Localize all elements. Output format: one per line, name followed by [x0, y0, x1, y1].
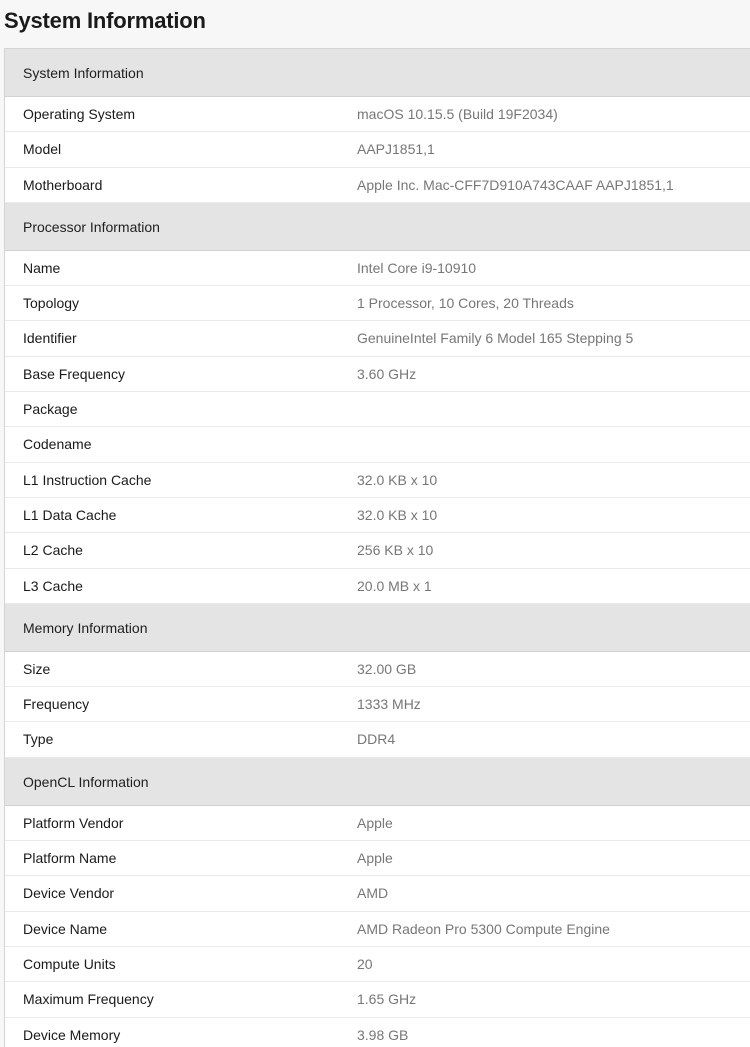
section-processor-information: [5, 203, 750, 604]
section-memory-information: [5, 604, 750, 758]
row-value: AAPJ1851,1: [357, 141, 435, 158]
row-platform-name: [5, 841, 750, 876]
row-label: Frequency: [23, 696, 90, 713]
page-title: System Information: [4, 8, 206, 33]
row-value: Apple: [357, 850, 393, 867]
row-label: Codename: [23, 436, 92, 453]
section-header: System Information: [5, 49, 750, 97]
row-compute-units: [5, 947, 750, 982]
row-value: AMD Radeon Pro 5300 Compute Engine: [357, 920, 610, 937]
section-header: Processor Information: [5, 203, 750, 251]
row-identifier: [5, 321, 750, 356]
row-label: Platform Name: [23, 850, 117, 867]
row-value: 256 KB x 10: [357, 542, 434, 559]
row-device-vendor: [5, 876, 750, 911]
row-frequency: [5, 687, 750, 722]
row-l1-data-cache: [5, 498, 750, 533]
row-size: [5, 652, 750, 687]
row-label: Package: [23, 401, 78, 418]
row-label: Motherboard: [23, 176, 103, 193]
row-l3-cache: [5, 569, 750, 604]
row-value: GenuineIntel Family 6 Model 165 Stepping 5: [357, 330, 634, 347]
row-value: 32.0 KB x 10: [357, 471, 438, 488]
row-value: 1.65 GHz: [357, 991, 417, 1008]
row-device-name: [5, 912, 750, 947]
info-table: [4, 48, 750, 1047]
row-topology: [5, 286, 750, 321]
row-type: [5, 722, 750, 757]
row-value: 32.0 KB x 10: [357, 506, 438, 523]
row-name: [5, 251, 750, 286]
row-value: macOS 10.15.5 (Build 19F2034): [357, 106, 558, 122]
row-label: Compute Units: [23, 955, 116, 972]
section-system-information: [5, 49, 750, 203]
row-value: Apple: [357, 814, 393, 831]
row-value: 1 Processor, 10 Cores, 20 Threads: [357, 295, 574, 312]
row-label: L2 Cache: [23, 542, 83, 559]
row-l2-cache: [5, 533, 750, 568]
row-label: L3 Cache: [23, 577, 83, 594]
row-value: [357, 427, 750, 461]
row-model: [5, 132, 750, 167]
row-label: Identifier: [23, 330, 77, 347]
row-label: L1 Data Cache: [23, 506, 117, 523]
row-label: Base Frequency: [23, 365, 125, 382]
row-value: Apple Inc. Mac-CFF7D910A743CAAF AAPJ1851,1: [357, 176, 674, 193]
row-label: Platform Vendor: [23, 814, 124, 831]
row-maximum-frequency: [5, 982, 750, 1017]
row-value: Intel Core i9-10910: [357, 259, 477, 276]
row-value: AMD: [357, 885, 389, 902]
row-label: Device Name: [23, 920, 108, 937]
row-label: Device Vendor: [23, 885, 115, 902]
row-motherboard: [5, 168, 750, 203]
row-label: Device Memory: [23, 1026, 121, 1043]
row-label: Model: [23, 141, 62, 158]
section-header: Memory Information: [5, 604, 750, 652]
row-label: Operating System: [23, 106, 136, 122]
row-value: 3.98 GB: [357, 1026, 409, 1043]
row-base-frequency: [5, 357, 750, 392]
row-package: [5, 392, 750, 427]
row-label: Name: [23, 259, 61, 276]
row-codename: [5, 427, 750, 462]
row-label: Maximum Frequency: [23, 991, 154, 1008]
row-l1-instruction-cache: [5, 463, 750, 498]
row-label: Topology: [23, 295, 80, 312]
row-label: L1 Instruction Cache: [23, 471, 152, 488]
section-header: OpenCL Information: [5, 758, 750, 806]
row-value: 1333 MHz: [357, 696, 421, 713]
row-value: 20.0 MB x 1: [357, 577, 432, 594]
row-platform-vendor: [5, 806, 750, 841]
row-operating-system: [5, 97, 750, 132]
row-value: 3.60 GHz: [357, 365, 417, 382]
row-label: Size: [23, 660, 51, 677]
row-value: [357, 392, 750, 426]
row-value: DDR4: [357, 731, 396, 748]
row-label: Type: [23, 731, 54, 748]
row-value: 32.00 GB: [357, 660, 417, 677]
row-device-memory: [5, 1018, 750, 1047]
row-value: 20: [357, 955, 373, 972]
section-opencl-information: [5, 758, 750, 1047]
